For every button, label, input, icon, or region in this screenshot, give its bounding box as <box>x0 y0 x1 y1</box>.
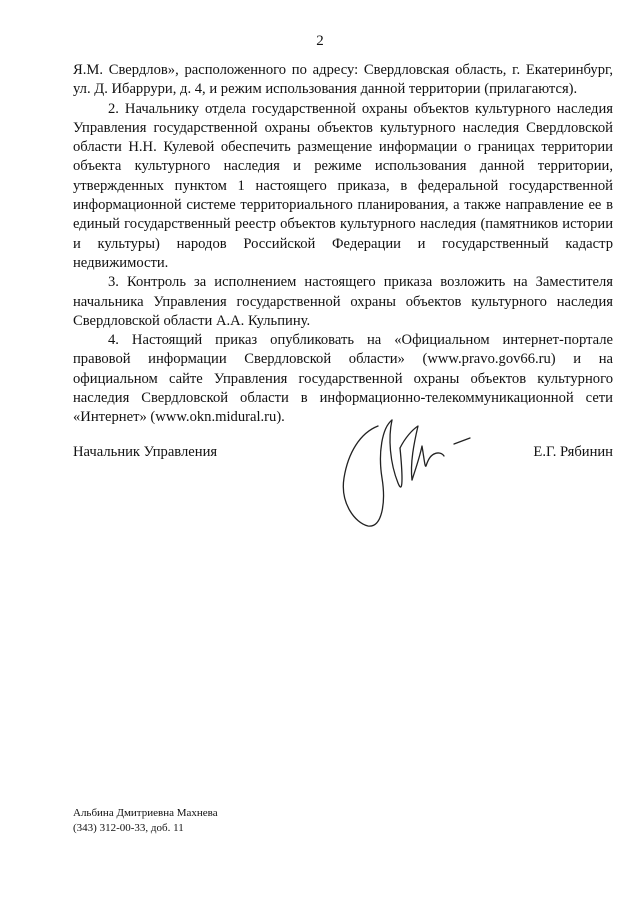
signatory-name: Е.Г. Рябинин <box>533 444 613 460</box>
paragraph-item-3: 3. Контроль за исполнением настоящего приказа возложить на Заместителя начальника Управления государственной охраны объектов культурного наследия Свердловской области А.А. Кульпину. <box>73 274 613 329</box>
paragraph-item-2: 2. Начальнику отдела государственной охраны объектов культурного наследия Управления государственной охраны объектов культурного наследия Свердловской области Н.Н. Кулевой обеспечить размещение информации о границах территории объекта культурного наследия и режиме использования данной территории, утвержденных пунктом 1 настоящего приказа, в федеральной государственной информационной системе территориального планирования, а также направление ее в единый государственный реестр объектов культурного наследия (памятников истории и культуры) народов Российской Федерации и государственный кадастр недвижимости. <box>73 100 613 271</box>
handwritten-signature <box>330 408 480 543</box>
executor-footer <box>73 806 218 836</box>
paragraph-item-4: 4. Настоящий приказ опубликовать на «Официальном интернет-портале правовой информации Свердловской области» (www.pravo.gov66.ru) и на официальном сайте Управления государственной охраны объектов культурного наследия Свердловской области в информационно-телекоммуникационной сети «Интернет» (www.okn.midural.ru). <box>73 332 613 426</box>
page-number: 2 <box>316 33 324 49</box>
signatory-position: Начальник Управления <box>73 444 218 460</box>
document-body <box>73 61 613 428</box>
paragraph-continuation: Я.М. Свердлов», расположенного по адресу: Свердловская область, г. Екатеринбург, ул. Д. Ибаррури, д. 4, и режим использования данной территории (прилагаются). <box>73 62 613 98</box>
executor-name: Альбина Дмитриевна Махнева <box>73 807 218 819</box>
executor-phone: (343) 312-00-33, доб. 11 <box>73 822 184 834</box>
